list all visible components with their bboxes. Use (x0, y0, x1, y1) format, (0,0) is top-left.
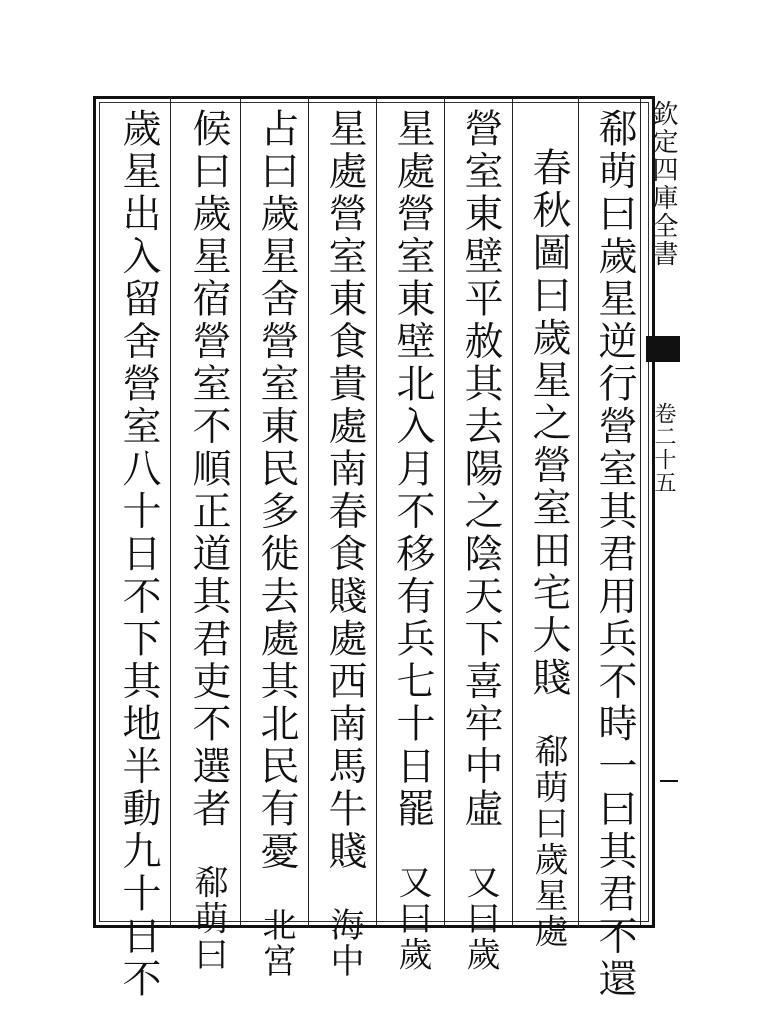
column-note: 郗萌曰 (188, 864, 228, 973)
column-rule (308, 98, 309, 926)
column-rule (444, 98, 445, 926)
juan-number: 卷二十五 (651, 402, 676, 494)
margin-tick (660, 780, 678, 782)
text-column (182, 108, 234, 973)
fish-tail-mark (646, 336, 680, 362)
column-note: 郗萌曰歲星處 (528, 733, 568, 950)
column-text: 營室東壁平赦其去陽之陰天下喜牢中虛 (458, 108, 503, 831)
book-title-margin: 欽定四庫全書 (648, 100, 678, 268)
column-rule (376, 98, 377, 926)
text-column (454, 108, 506, 973)
column-text: 占曰歲星舍營室東民多徙去處其北民有憂 (254, 108, 299, 873)
column-text: 郗萌曰歲星逆行營室其君用兵不時一曰其君不還 (592, 108, 637, 1001)
text-column (522, 108, 574, 950)
column-note: 海中 (324, 907, 364, 979)
column-text: 星處營室東食貴處南春食賤處西南馬牛賤 (322, 108, 367, 873)
column-note: 又曰歲 (392, 864, 432, 973)
column-note: 又曰歲 (460, 864, 500, 973)
text-column (250, 108, 302, 979)
column-text: 歲星出入留舍營室八十日不下其地半動九十日不 (116, 108, 161, 1001)
text-column (318, 108, 370, 979)
column-rule (240, 98, 241, 926)
column-rule (512, 98, 513, 926)
column-rule (578, 98, 579, 926)
text-column (588, 108, 640, 1001)
column-text: 春秋圖曰歲星之營室田宅大賤 (526, 147, 571, 700)
text-column (112, 108, 164, 1001)
column-rule (170, 98, 171, 926)
column-note: 北宮 (256, 907, 296, 979)
column-text: 候曰歲星宿營室不順正道其君吏不選者 (186, 108, 231, 831)
column-rule (640, 98, 641, 926)
text-column (386, 108, 438, 973)
column-text: 星處營室東壁北入月不移有兵七十日罷 (390, 108, 435, 831)
